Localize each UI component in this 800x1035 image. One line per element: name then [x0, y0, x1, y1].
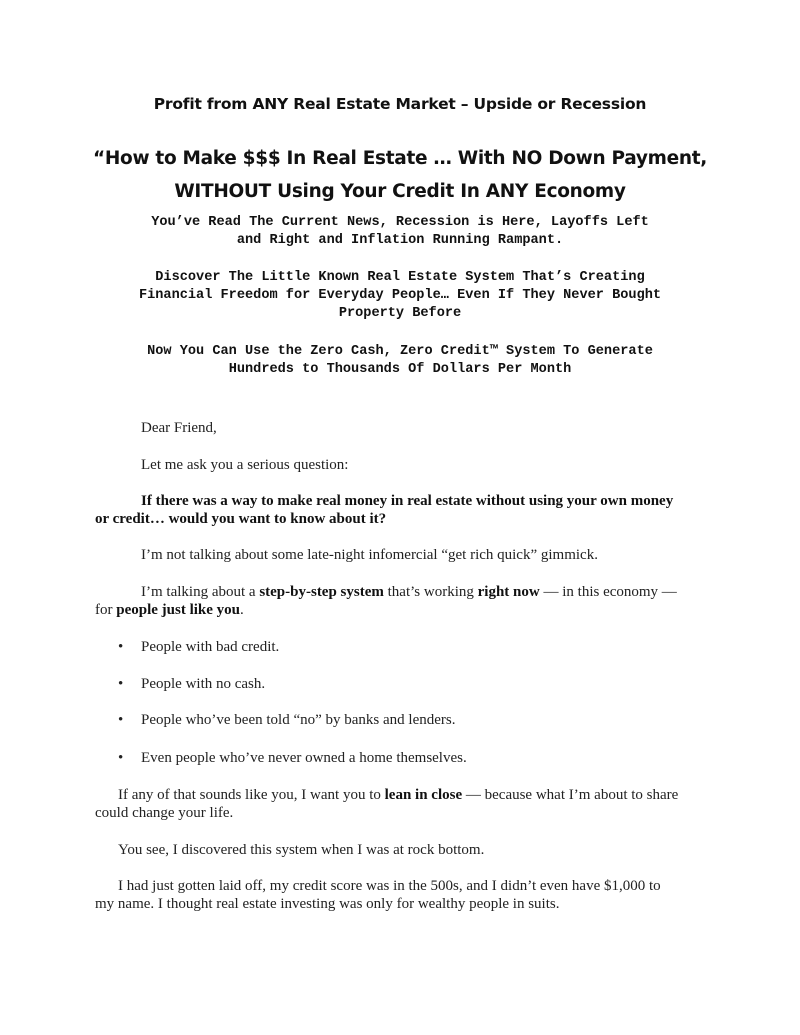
paragraph-rock-bottom: [95, 841, 715, 859]
paragraph-backstory-line-1: I had just gotten laid off, my credit score was in the 500s, and I didn’t even have $1,000 to: [118, 878, 661, 894]
bullet-item: [118, 675, 678, 693]
subhead-news: [90, 214, 710, 250]
bullet-item: [118, 638, 678, 656]
paragraph-question-intro: [95, 456, 715, 474]
greeting: [95, 419, 715, 437]
subhead-discover: [90, 269, 710, 323]
emphasis-people-like-you: people just like you: [116, 602, 241, 618]
paragraph-key-question-line-2: or credit… would you want to know about it?: [95, 511, 387, 527]
bullet-text: People with bad credit.: [141, 639, 280, 655]
bullet-text: Even people who’ve never owned a home themselves.: [141, 750, 467, 766]
paragraph-not-gimmick-text: I’m not talking about some late-night infomercial “get rich quick” gimmick.: [141, 547, 598, 563]
text-segment: I’m talking about a: [141, 584, 260, 600]
text-segment: — in this economy —: [539, 584, 677, 600]
paragraph-key-question-line-1: If there was a way to make real money in real estate without using your own money: [141, 493, 674, 509]
subhead-system-line-2: Hundreds to Thousands Of Dollars Per Month: [228, 362, 572, 377]
paragraph-system-intro-line-1: [95, 583, 715, 601]
headline: [0, 142, 800, 208]
emphasis-lean-in-close: lean in close: [384, 787, 463, 803]
paragraph-not-gimmick: [95, 546, 715, 564]
paragraph-question-intro-text: Let me ask you a serious question:: [141, 457, 349, 473]
bullet-item: [118, 749, 678, 767]
subhead-discover-line-3: Property Before: [338, 306, 462, 321]
paragraph-lean-in-line-1: [95, 786, 715, 804]
paragraph-backstory-line-2: my name. I thought real estate investing was only for wealthy people in suits.: [95, 896, 560, 912]
paragraph-backstory: [95, 877, 715, 913]
headline-line-2: WITHOUT Using Your Credit In ANY Economy: [174, 181, 626, 202]
emphasis-right-now: right now: [477, 584, 540, 600]
bullet-icon: •: [118, 712, 124, 728]
subhead-news-line-2: and Right and Inflation Running Rampant.: [236, 233, 564, 248]
paragraph-system-intro: [95, 583, 715, 619]
text-segment: for: [95, 602, 117, 618]
bullet-item: [118, 711, 678, 729]
text-segment: — because what I’m about to share: [462, 787, 679, 803]
bullet-text: People who’ve been told “no” by banks and lenders.: [141, 712, 456, 728]
paragraph-system-intro-line-2: [95, 601, 715, 619]
bullet-icon: •: [118, 639, 124, 655]
headline-line-1: “How to Make $$$ In Real Estate … With NO Down Payment,: [93, 148, 707, 169]
subhead-news-line-1: You’ve Read The Current News, Recession is Here, Layoffs Left: [151, 215, 649, 230]
subhead-discover-line-1: Discover The Little Known Real Estate System That’s Creating: [155, 270, 645, 285]
greeting-text: Dear Friend,: [141, 420, 217, 436]
emphasis-step-by-step: step-by-step system: [259, 584, 384, 600]
paragraph-lean-in-line-2: could change your life.: [95, 805, 234, 821]
text-segment: that’s working: [383, 584, 478, 600]
text-segment: .: [240, 602, 244, 618]
bullet-icon: •: [118, 750, 124, 766]
text-segment: If any of that sounds like you, I want you to: [118, 787, 385, 803]
bullet-text: People with no cash.: [141, 676, 266, 692]
subhead-system-line-1: Now You Can Use the Zero Cash, Zero Credit™ System To Generate: [147, 344, 653, 359]
paragraph-lean-in: [95, 786, 715, 822]
document-title: Profit from ANY Real Estate Market – Upside or Recession: [153, 95, 647, 113]
subhead-system: [90, 343, 710, 379]
subhead-discover-line-2: Financial Freedom for Everyday People… Even If They Never Bought: [138, 288, 662, 303]
paragraph-key-question: [95, 492, 715, 528]
bullet-icon: •: [118, 676, 124, 692]
paragraph-rock-bottom-text: You see, I discovered this system when I was at rock bottom.: [118, 842, 485, 858]
